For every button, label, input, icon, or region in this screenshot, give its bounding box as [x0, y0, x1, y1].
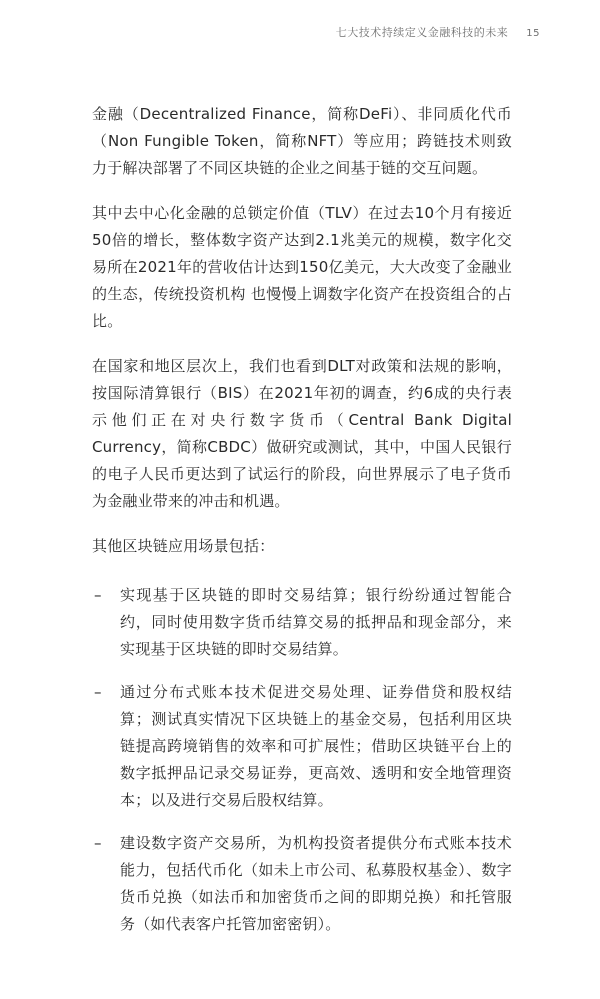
dash-marker: – — [94, 834, 102, 852]
paragraph-cbdc: 在国家和地区层次上，我们也看到DLT对政策和法规的影响，按国际清算银行（BIS）在2021年初的调查，约6成的央行表示他们正在对央行数字货币（Central Bank Digital Currency，简称CBDC）做研究或测试，其中，中国人民银行的电子人民币更达到了试运行的阶段，向世界展示了电子货币为金融业带来的冲击和机遇。 — [92, 357, 512, 510]
list-item-text: 建设数字资产交易所，为机构投资者提供分布式账本技术能力，包括代币化（如未上市公司、私募股权基金）、数字货币兑换（如法币和加密货币之间的即期兑换）和托管服务（如代表客户托管加密密钥）。 — [120, 834, 512, 933]
list-item — [92, 830, 512, 938]
paragraph-defi-nft: 金融（Decentralized Finance，简称DeFi）、非同质化代币（Non Fungible Token，简称NFT）等应用；跨链技术则致力于解决部署了不同区块链的企业之间基于链的交互问题。 — [92, 105, 512, 177]
list-item-text: 实现基于区块链的即时交易结算；银行纷纷通过智能合约，同时使用数字货币结算交易的抵押品和现金部分，来实现基于区块链的即时交易结算。 — [120, 586, 512, 658]
list-item — [92, 582, 512, 663]
page-header — [336, 24, 540, 40]
list-intro: 其他区块链应用场景包括： — [92, 537, 275, 555]
paragraph-tlv-growth: 其中去中心化金融的总锁定价值（TLV）在过去10个月有接近50倍的增长，整体数字资产达到2.1兆美元的规模，数字化交易所在2021年的营收估计达到150亿美元，大大改变了金融业的生态，传统投资机构 也慢慢上调数字化资产在投资组合的占比。 — [92, 204, 512, 330]
dash-marker: – — [94, 683, 102, 701]
list-item-text: 通过分布式账本技术促进交易处理、证券借贷和股权结算；测试真实情况下区块链上的基金交易，包括利用区块链提高跨境销售的效率和可扩展性；借助区块链平台上的数字抵押品记录交易证券，更高效、透明和安全地管理资本；以及进行交易后股权结算。 — [120, 683, 512, 809]
list-item — [92, 679, 512, 814]
running-title: 七大技术持续定义金融科技的未来 — [335, 26, 509, 39]
dash-marker: – — [94, 586, 102, 604]
page-number: 15 — [526, 28, 540, 39]
body-text — [92, 101, 512, 954]
use-case-list — [92, 582, 512, 938]
